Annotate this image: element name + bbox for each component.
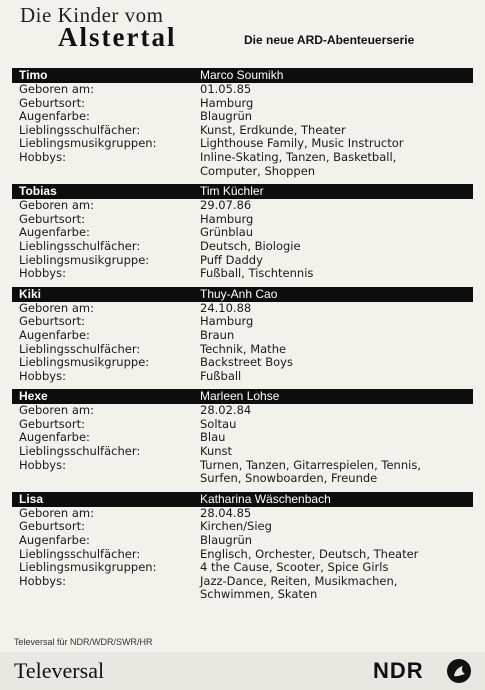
profile-header-bar [12, 68, 473, 83]
profile-row [12, 343, 473, 357]
field-value: Hamburg [200, 211, 254, 226]
field-label: Geburtsort: [19, 95, 85, 110]
field-label: Geboren am: [19, 403, 94, 418]
field-value: Fußball, Tischtennis [200, 266, 314, 281]
actor-name: Marleen Lohse [200, 389, 280, 404]
profile-row [12, 370, 473, 384]
field-label: Geboren am: [19, 82, 94, 96]
field-label: Augenfarbe: [19, 225, 90, 240]
character-name: Tobias [19, 184, 57, 199]
field-value: 01.05.85 [200, 82, 252, 96]
field-value: 29.07.86 [200, 198, 252, 213]
televersal-logo: Televersal [14, 658, 105, 683]
field-label: Lieblingsmusikgruppen: [19, 560, 157, 575]
profile-row [12, 213, 473, 227]
profile-row [12, 445, 473, 459]
field-label: Lieblingsschulfächer: [19, 341, 141, 356]
actor-name: Thuy-Anh Cao [200, 286, 278, 301]
profile-tobias [12, 184, 473, 281]
profile-row [12, 534, 473, 548]
field-value: 28.02.84 [200, 403, 252, 418]
actor-name: Katharina Wäschenbach [200, 491, 331, 506]
field-label: Hobbys: [19, 368, 66, 383]
field-value: Braun [200, 327, 235, 342]
profile-header-bar [12, 389, 473, 404]
profile-row [12, 240, 473, 254]
field-value: Technik, Mathe [200, 341, 287, 356]
profile-row [12, 83, 473, 97]
profile-list [12, 68, 473, 608]
actor-name: Marco Soumikh [200, 68, 284, 82]
profile-row [12, 315, 473, 329]
profile-row [12, 199, 473, 213]
profile-lisa [12, 492, 473, 602]
field-label: Hobbys: [19, 149, 66, 164]
field-value: 24.10.88 [200, 300, 252, 315]
globe-icon [446, 658, 472, 684]
profile-row [12, 548, 473, 562]
field-value: Fußball [200, 368, 242, 383]
field-value: Hamburg [200, 95, 254, 110]
profile-row [12, 124, 473, 138]
profile-row [12, 302, 473, 316]
field-label: Lieblingsschulfächer: [19, 122, 141, 137]
title-line-1: Die Kinder vom [20, 3, 164, 27]
subtitle: Die neue ARD-Abenteuerserie [244, 33, 415, 47]
field-label: Augenfarbe: [19, 533, 90, 548]
field-label: Augenfarbe: [19, 109, 90, 124]
profile-row [12, 151, 473, 178]
field-value: Blaugrün [200, 533, 253, 548]
field-value: 4 the Cause, Scooter, Spice Girls [200, 560, 389, 575]
credit-line: Televersal für NDR/WDR/SWR/HR [14, 637, 153, 647]
character-name: Timo [19, 68, 48, 82]
profile-row [12, 254, 473, 268]
profile-row [12, 226, 473, 240]
actor-name: Tim Küchler [200, 184, 264, 199]
character-name: Kiki [19, 286, 42, 301]
character-name: Hexe [19, 389, 48, 404]
character-name: Lisa [19, 491, 44, 506]
profile-row [12, 575, 473, 602]
profile-row [12, 356, 473, 370]
field-label: Augenfarbe: [19, 327, 90, 342]
field-value: Grünblau [200, 225, 254, 240]
profile-row [12, 97, 473, 111]
field-label: Geburtsort: [19, 519, 85, 534]
field-label: Augenfarbe: [19, 430, 90, 445]
profile-row [12, 520, 473, 534]
profile-row [12, 329, 473, 343]
field-value: Kirchen/Sieg [200, 519, 272, 534]
header [0, 0, 485, 60]
field-value: Jazz-Dance, Reiten, Musikmachen, Schwimmen, Skaten [200, 573, 398, 602]
field-label: Geburtsort: [19, 416, 85, 431]
field-label: Lieblingsmusikgruppe: [19, 252, 150, 267]
field-label: Lieblingsschulfächer: [19, 546, 141, 561]
field-label: Geburtsort: [19, 211, 85, 226]
field-value: Inline-Skating, Tanzen, Basketball, Computer, Shoppen [200, 149, 397, 178]
field-label: Hobbys: [19, 266, 66, 281]
field-value: Turnen, Tanzen, Gitarrespielen, Tennis, Surfen, Snowboarden, Freunde [200, 457, 421, 486]
field-value: Puff Daddy [200, 252, 263, 267]
field-label: Lieblingsmusikgruppe: [19, 355, 150, 370]
field-value: Kunst, Erdkunde, Theater [200, 122, 346, 137]
profile-row [12, 431, 473, 445]
field-value: Deutsch, Biologie [200, 238, 301, 253]
field-value: Lighthouse Family, Music Instructor [200, 136, 404, 151]
profile-row [12, 561, 473, 575]
field-label: Geboren am: [19, 300, 94, 315]
profile-row [12, 459, 473, 486]
field-label: Geboren am: [19, 505, 94, 520]
title-line-2: Alstertal [58, 22, 177, 52]
field-label: Lieblingsschulfächer: [19, 238, 141, 253]
profile-row [12, 137, 473, 151]
ndr-logo: NDR [373, 658, 424, 683]
profile-header-bar [12, 492, 473, 507]
field-value: Englisch, Orchester, Deutsch, Theater [200, 546, 419, 561]
field-label: Lieblingsmusikgruppen: [19, 136, 157, 151]
profile-row [12, 418, 473, 432]
field-value: 28.04.85 [200, 505, 252, 520]
field-value: Backstreet Boys [200, 355, 293, 370]
field-label: Geboren am: [19, 198, 94, 213]
profile-row [12, 267, 473, 281]
field-value: Blaugrün [200, 109, 253, 124]
field-label: Hobbys: [19, 457, 66, 472]
profile-kiki [12, 287, 473, 384]
footer [0, 652, 485, 690]
field-value: Soltau [200, 416, 237, 431]
field-value: Hamburg [200, 314, 254, 329]
profile-header-bar [12, 184, 473, 199]
profile-row [12, 110, 473, 124]
field-label: Lieblingsschulfächer: [19, 444, 141, 459]
profile-row [12, 507, 473, 521]
field-value: Kunst [200, 444, 233, 459]
profile-timo [12, 68, 473, 178]
profile-hexe [12, 389, 473, 486]
field-value: Blau [200, 430, 226, 445]
field-label: Hobbys: [19, 573, 66, 588]
field-label: Geburtsort: [19, 314, 85, 329]
profile-header-bar [12, 287, 473, 302]
profile-row [12, 404, 473, 418]
